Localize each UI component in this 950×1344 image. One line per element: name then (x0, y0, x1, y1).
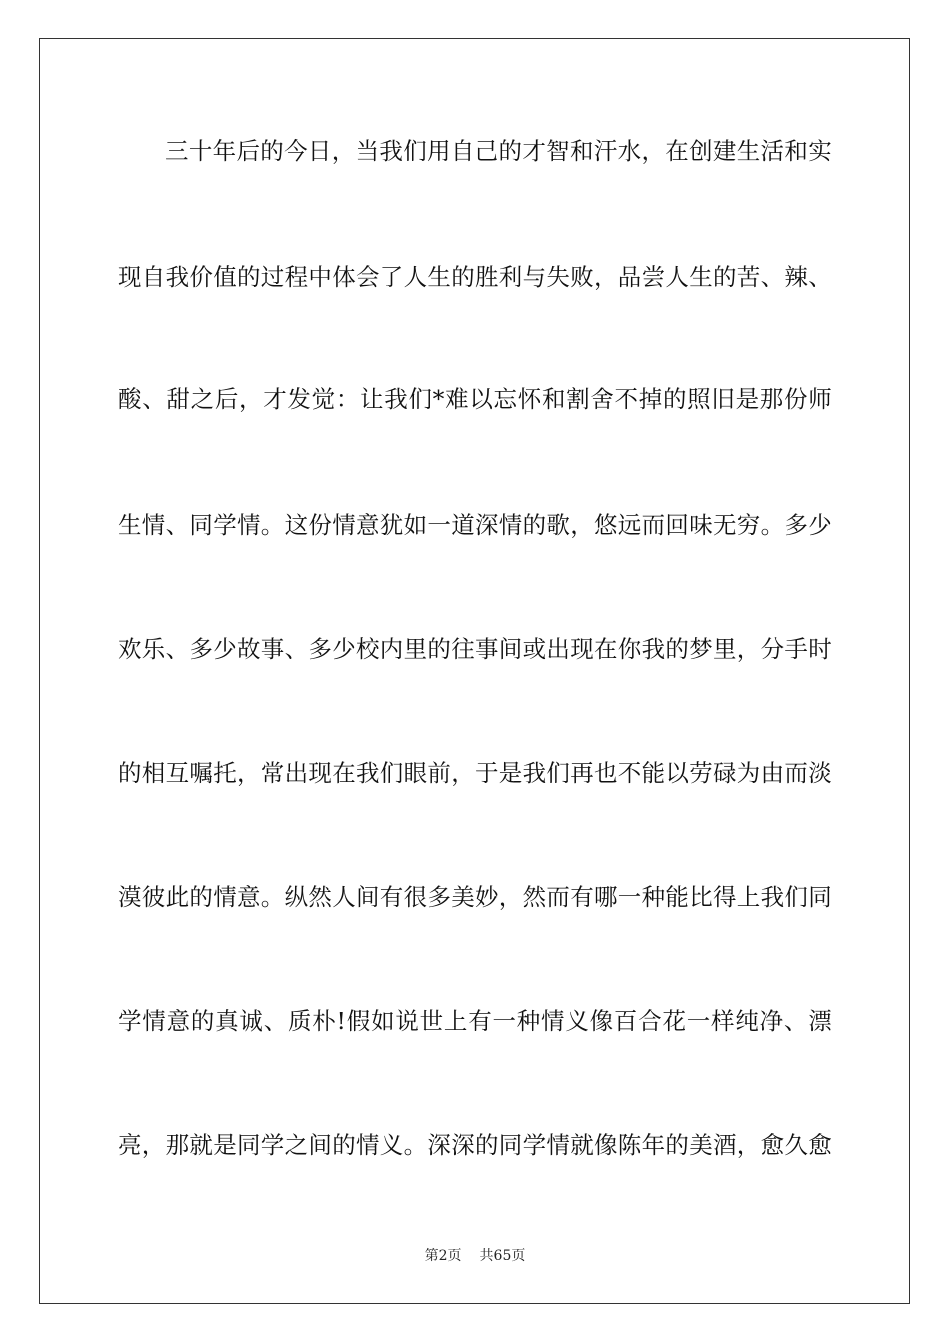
paragraph-line: 欢乐、多少故事、多少校内里的往事间或出现在你我的梦里，分手时 (118, 635, 832, 663)
paragraph-line: 生情、同学情。这份情意犹如一道深情的歌，悠远而回味无穷。多少 (118, 511, 832, 539)
page-border (39, 38, 910, 1304)
paragraph-line: 学情意的真诚、质朴!假如说世上有一种情义像百合花一样纯净、漂 (118, 1007, 832, 1035)
page-number: 第2页 (424, 1248, 462, 1264)
paragraph-line: 漠彼此的情意。纵然人间有很多美妙，然而有哪一种能比得上我们同 (118, 883, 832, 911)
paragraph-line: 亮，那就是同学之间的情义。深深的同学情就像陈年的美酒，愈久愈 (118, 1131, 832, 1159)
paragraph-line: 三十年后的今日，当我们用自己的才智和汗水，在创建生活和实 (165, 137, 832, 165)
page-total: 共65页 (479, 1248, 526, 1264)
paragraph-line: 的相互嘱托，常出现在我们眼前，于是我们再也不能以劳碌为由而淡 (118, 759, 832, 787)
page-footer (0, 1246, 950, 1266)
paragraph-line: 现自我价值的过程中体会了人生的胜利与失败，品尝人生的苦、辣、 (118, 263, 832, 291)
paragraph-line: 酸、甜之后，才发觉：让我们*难以忘怀和割舍不掉的照旧是那份师 (118, 385, 832, 413)
